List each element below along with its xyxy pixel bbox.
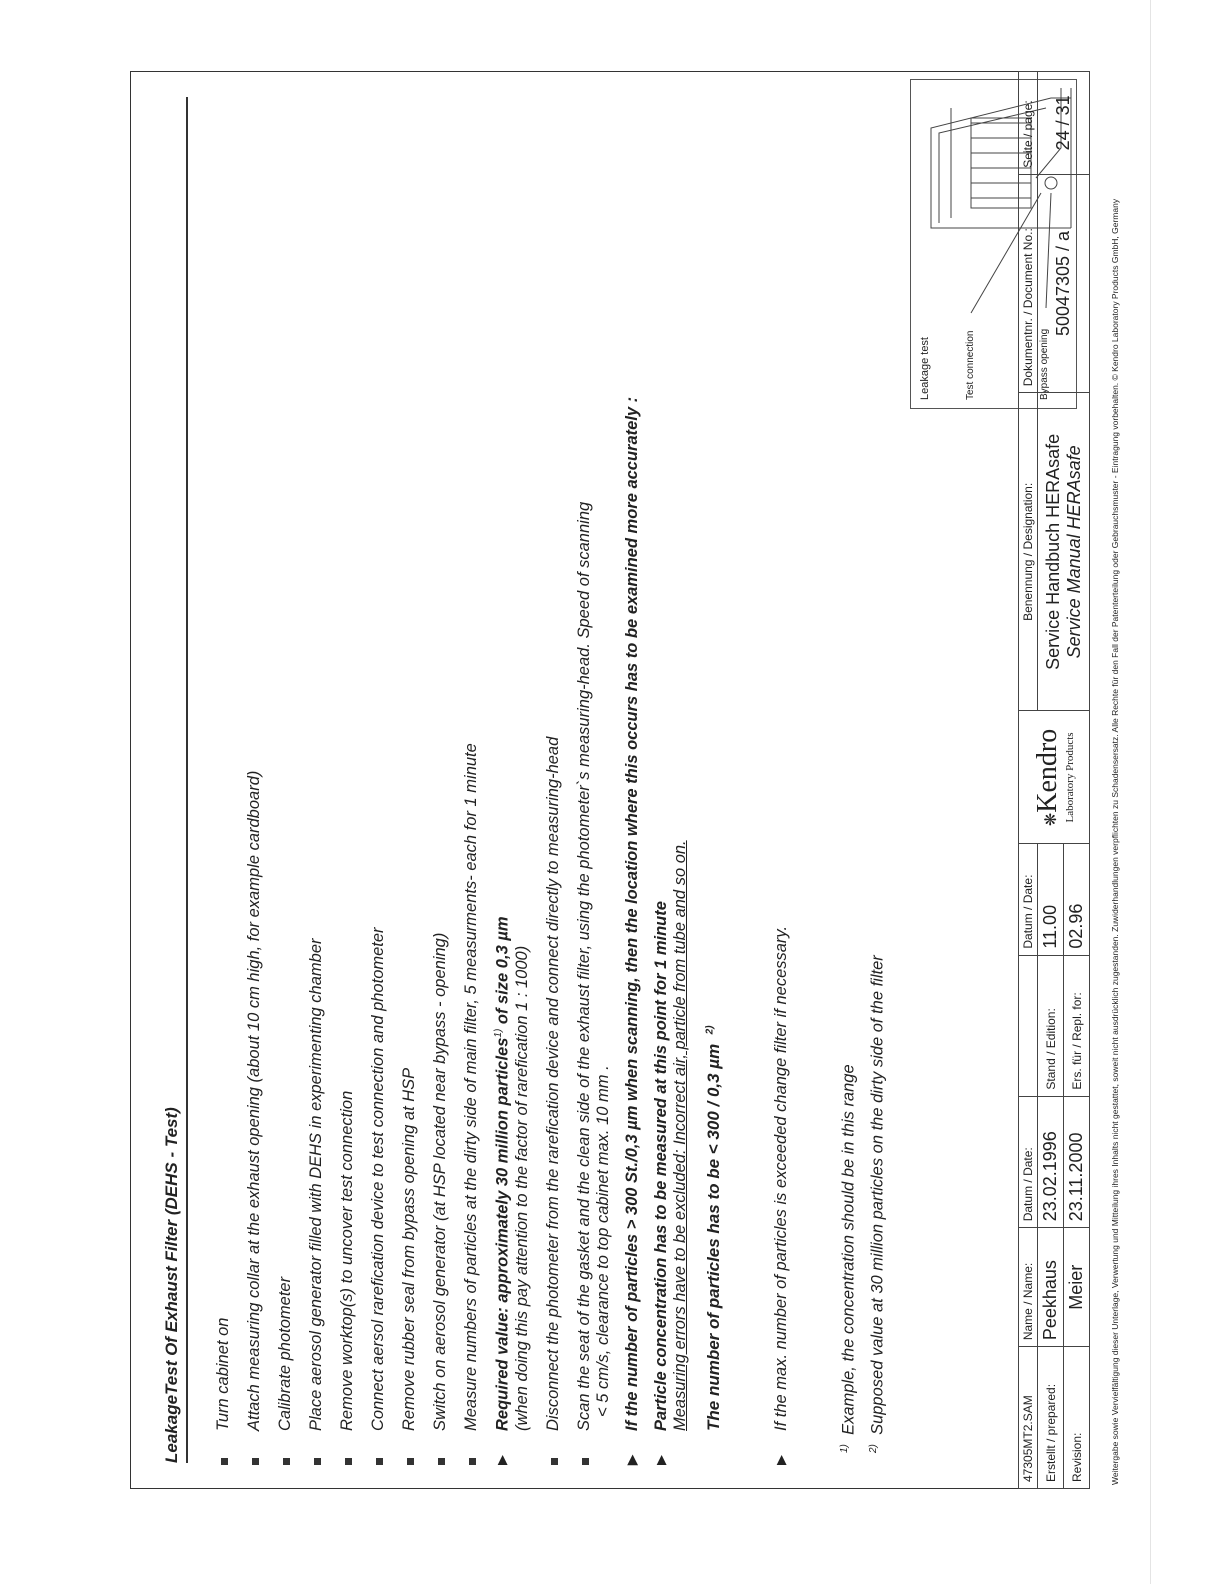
replaces-label: Ers. für / Repl. for: bbox=[1064, 955, 1090, 1096]
date-header-2: Datum / Date: bbox=[1019, 844, 1038, 955]
bullet-square-icon bbox=[214, 1458, 233, 1465]
list-item bbox=[369, 93, 388, 1473]
docno-header: Dokumentnr. / Document No.: bbox=[1019, 174, 1038, 393]
title-block-table bbox=[1018, 71, 1090, 1489]
step-text: Place aerosol generator filled with DEHS in experimenting chamber bbox=[307, 938, 325, 1431]
revision-name: Meier bbox=[1064, 1228, 1090, 1347]
bullet-square-icon bbox=[462, 1458, 481, 1465]
bullet-square-icon bbox=[431, 1458, 450, 1465]
list-item bbox=[245, 93, 264, 1473]
threshold-item bbox=[623, 93, 642, 1473]
list-item bbox=[575, 93, 613, 1473]
concentration-text: Particle concentration has to be measured at this point for 1 minute bbox=[651, 901, 670, 1431]
logo-text: Kendro bbox=[1032, 728, 1063, 813]
list-item bbox=[431, 93, 450, 1473]
measuring-errors-text: Measuring errors have to be excluded: Incorrect air, particle from tube and so on. bbox=[670, 840, 689, 1431]
kendro-logo: ❋Kendro Laboratory Products bbox=[1019, 711, 1090, 844]
step-text: Remove rubber seal from bypass opening at HSP bbox=[400, 1067, 418, 1431]
list-item bbox=[400, 93, 419, 1473]
prepared-date: 23.02.1996 bbox=[1038, 1096, 1064, 1228]
page-edge bbox=[1150, 0, 1151, 1584]
footnote-ref: 1) bbox=[493, 1028, 504, 1038]
replaces-value: 02.96 bbox=[1064, 844, 1090, 955]
list-item bbox=[276, 93, 295, 1473]
required-size-text: of size 0,3 µm bbox=[493, 916, 512, 1029]
footnote-mark: 1) bbox=[838, 1444, 850, 1453]
step-text: Turn cabinet on bbox=[214, 1317, 232, 1431]
arrow-bullet-icon: ▶ bbox=[772, 1455, 788, 1465]
arrow-bullet-icon: ▶ bbox=[652, 1455, 668, 1465]
page-header: Seite / page: bbox=[1019, 72, 1038, 175]
max-note-text: If the max. number of particles is exceeded change filter if necessary. bbox=[771, 925, 790, 1431]
threshold-text: If the number of particles > 300 St./0,3 µm when scanning, then the location where this occurs has to be examined more accurately : bbox=[622, 396, 641, 1431]
arrow-bullet-icon: ▶ bbox=[623, 1455, 639, 1465]
bullet-square-icon bbox=[400, 1458, 419, 1465]
page-number: 24 / 31 bbox=[1038, 72, 1090, 175]
step-text: Remove worktop(s) to uncover test connection bbox=[338, 1090, 356, 1431]
bullet-square-icon bbox=[369, 1458, 388, 1465]
rarefication-note: (when doing this pay attention to the factor of rarefication 1 : 1000) bbox=[512, 945, 531, 1431]
designation-de: Service Handbuch HERAsafe bbox=[1042, 433, 1063, 670]
footnote-mark: 2) bbox=[868, 1444, 879, 1453]
scan-spec-text: < 5 cm/s, clearance to top cabinet max. 10 mm . bbox=[593, 1065, 612, 1417]
file-name: 47305MT2.SAM bbox=[1019, 1347, 1038, 1489]
step-text: Measure numbers of particles at the dirty side of main filter, 5 measurments- each for 1 minute bbox=[462, 743, 480, 1431]
required-value-text: Required value: approximately 30 million particles bbox=[493, 1037, 512, 1431]
step-text: Switch on aerosol generator (at HSP located near bypass - opening) bbox=[431, 932, 449, 1431]
logo-subtext: Laboratory Products bbox=[1064, 732, 1076, 823]
designation-en: Service Manual HERAsafe bbox=[1063, 445, 1084, 659]
concentration-item bbox=[652, 93, 690, 1473]
name-header: Name / Name: bbox=[1019, 1228, 1038, 1347]
footnote bbox=[868, 93, 888, 1473]
step-text: Attach measuring collar at the exhaust opening (about 10 cm high, for example cardboard) bbox=[245, 770, 263, 1431]
footnote-ref: 2) bbox=[703, 1025, 715, 1035]
date-header: Datum / Date: bbox=[1019, 1096, 1038, 1228]
bullet-square-icon bbox=[245, 1458, 264, 1465]
required-value-item bbox=[493, 93, 532, 1473]
title-rule bbox=[186, 97, 188, 1463]
footnote bbox=[839, 93, 859, 1473]
step-text: Calibrate photometer bbox=[276, 1276, 294, 1431]
max-note-item bbox=[772, 93, 791, 1473]
list-item bbox=[544, 93, 563, 1473]
bullet-square-icon bbox=[544, 1458, 563, 1465]
edition-value: 11.00 bbox=[1038, 844, 1064, 955]
arrow-bullet-icon: ▶ bbox=[494, 1455, 509, 1465]
test-connection-label: Test connection bbox=[965, 330, 976, 400]
list-item bbox=[462, 93, 481, 1473]
bullet-square-icon bbox=[575, 1458, 594, 1465]
revision-date: 23.11.2000 bbox=[1064, 1096, 1090, 1228]
designation-cell bbox=[1038, 393, 1090, 711]
list-item bbox=[307, 93, 326, 1473]
step-text: Scan the seat of the gasket and the clean side of the exhaust filter, using the photometer`s measuring-head. Speed of scanning bbox=[574, 501, 593, 1431]
list-item bbox=[338, 93, 357, 1473]
procedure-list bbox=[214, 93, 888, 1473]
copyright-notice: Weitergabe sowie Vervielfältigung dieser Unterlage, Verwertung und Mitteilung ihres Inhalts nicht gestattet, soweit nicht ausdrücklich zugestanden. Zuwiderhandlungen verpflichten zu Schadensersatz. Alle Rechte für den Fall der Patenterteilung oder Gebrauchsmuster - Eintragung vorbehalten. © Kendro Laboratory Products GmbH, Germany bbox=[1110, 198, 1120, 1485]
bullet-square-icon bbox=[276, 1458, 295, 1465]
bullet-square-icon bbox=[338, 1458, 357, 1465]
footnote-text: Supposed value at 30 million particles on the dirty side of the filter bbox=[868, 955, 887, 1435]
step-text: Disconnect the photometer from the rarefication device and connect directly to measuring-head bbox=[543, 736, 562, 1431]
figure-caption: Leakage test bbox=[919, 337, 931, 400]
revision-label: Revision: bbox=[1064, 1347, 1090, 1489]
step-text: Connect aersol rarefication device to test connection and photometer bbox=[369, 927, 387, 1431]
footnote-text: Example, the concentration should be in this range bbox=[839, 1064, 857, 1435]
rotated-document-sheet bbox=[130, 71, 1120, 1489]
bypass-opening-label: Bypass opening bbox=[1039, 328, 1050, 400]
prepared-label: Erstellt / prepared: bbox=[1038, 1347, 1064, 1489]
designation-header: Benennung / Designation: bbox=[1019, 393, 1038, 711]
bullet-square-icon bbox=[307, 1458, 326, 1465]
limit-item bbox=[704, 93, 724, 1473]
list-item bbox=[214, 93, 233, 1473]
document-number: 50047305 / a bbox=[1038, 174, 1090, 393]
prepared-name: Peekhaus bbox=[1038, 1228, 1064, 1347]
edition-label: Stand / Edition: bbox=[1038, 955, 1064, 1096]
page-title: LeakageTest Of Exhaust Filter (DEHS - Test) bbox=[162, 1107, 181, 1463]
limit-text: The number of particles has to be < 300 / 0,3 µm bbox=[703, 1043, 723, 1431]
